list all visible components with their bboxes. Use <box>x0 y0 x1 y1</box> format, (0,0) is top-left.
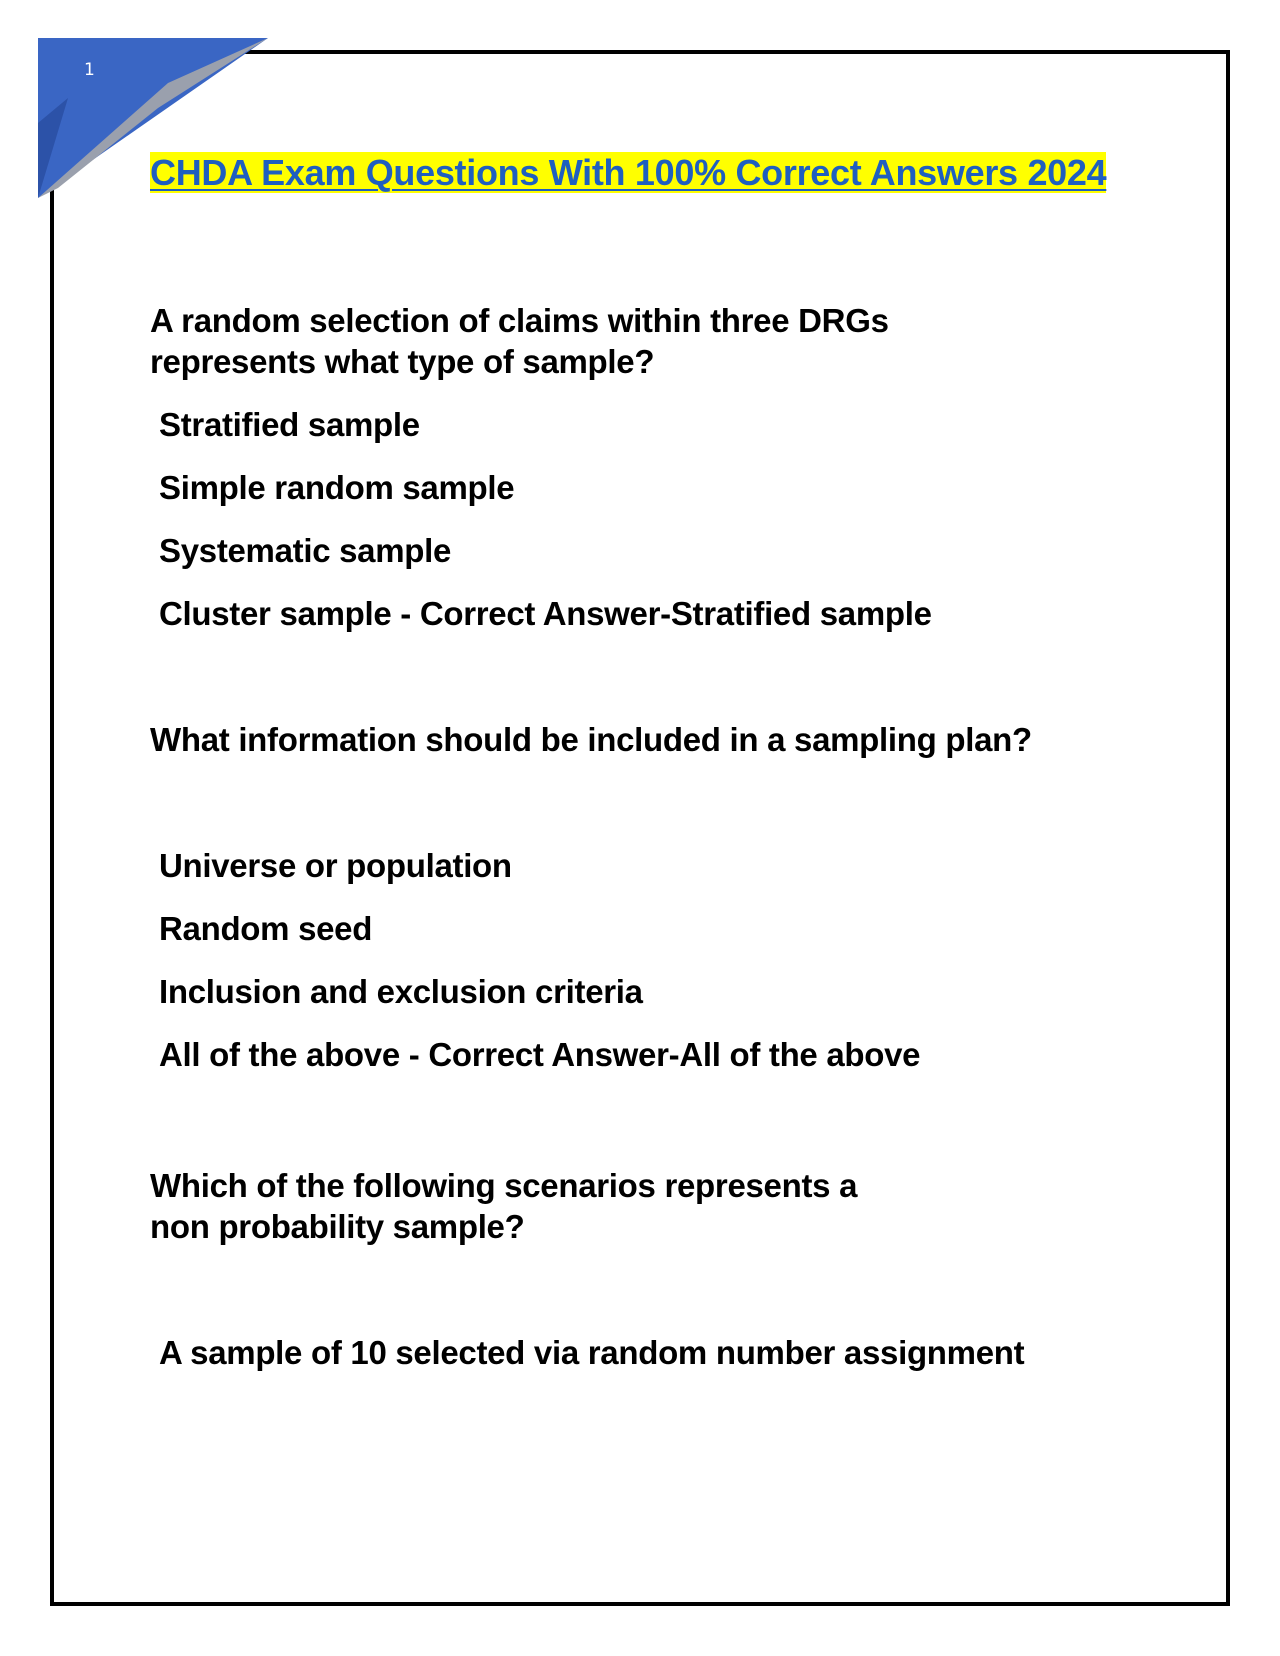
question-block-1 <box>150 300 1100 634</box>
answer-option-with-correct-answer: All of the above - Correct Answer-All of the above <box>159 1036 921 1073</box>
question-text: What information should be included in a sampling plan? <box>150 721 1032 758</box>
answer-option: Simple random sample <box>159 469 515 506</box>
title-link[interactable]: CHDA Exam Questions With 100% Correct Answers 2024 <box>150 152 1107 193</box>
answer-option: Universe or population <box>159 847 512 884</box>
answer-option-with-correct-answer: Cluster sample - Correct Answer-Stratified sample <box>159 595 932 632</box>
question-text: Which of the following scenarios represents a non probability sample? <box>150 1167 858 1245</box>
answer-option: A sample of 10 selected via random number assignment <box>159 1334 1025 1371</box>
questions-list <box>150 300 1100 1373</box>
question-block-3 <box>150 1165 1100 1373</box>
document-title <box>150 150 1106 196</box>
question-text: A random selection of claims within three DRGs represents what type of sample? <box>150 302 889 380</box>
answer-option: Inclusion and exclusion criteria <box>159 973 643 1010</box>
answer-option: Systematic sample <box>159 532 452 569</box>
question-block-2 <box>150 719 1100 1075</box>
answer-option: Stratified sample <box>159 406 420 443</box>
page-number: 1 <box>84 60 95 80</box>
answer-option: Random seed <box>159 910 373 947</box>
